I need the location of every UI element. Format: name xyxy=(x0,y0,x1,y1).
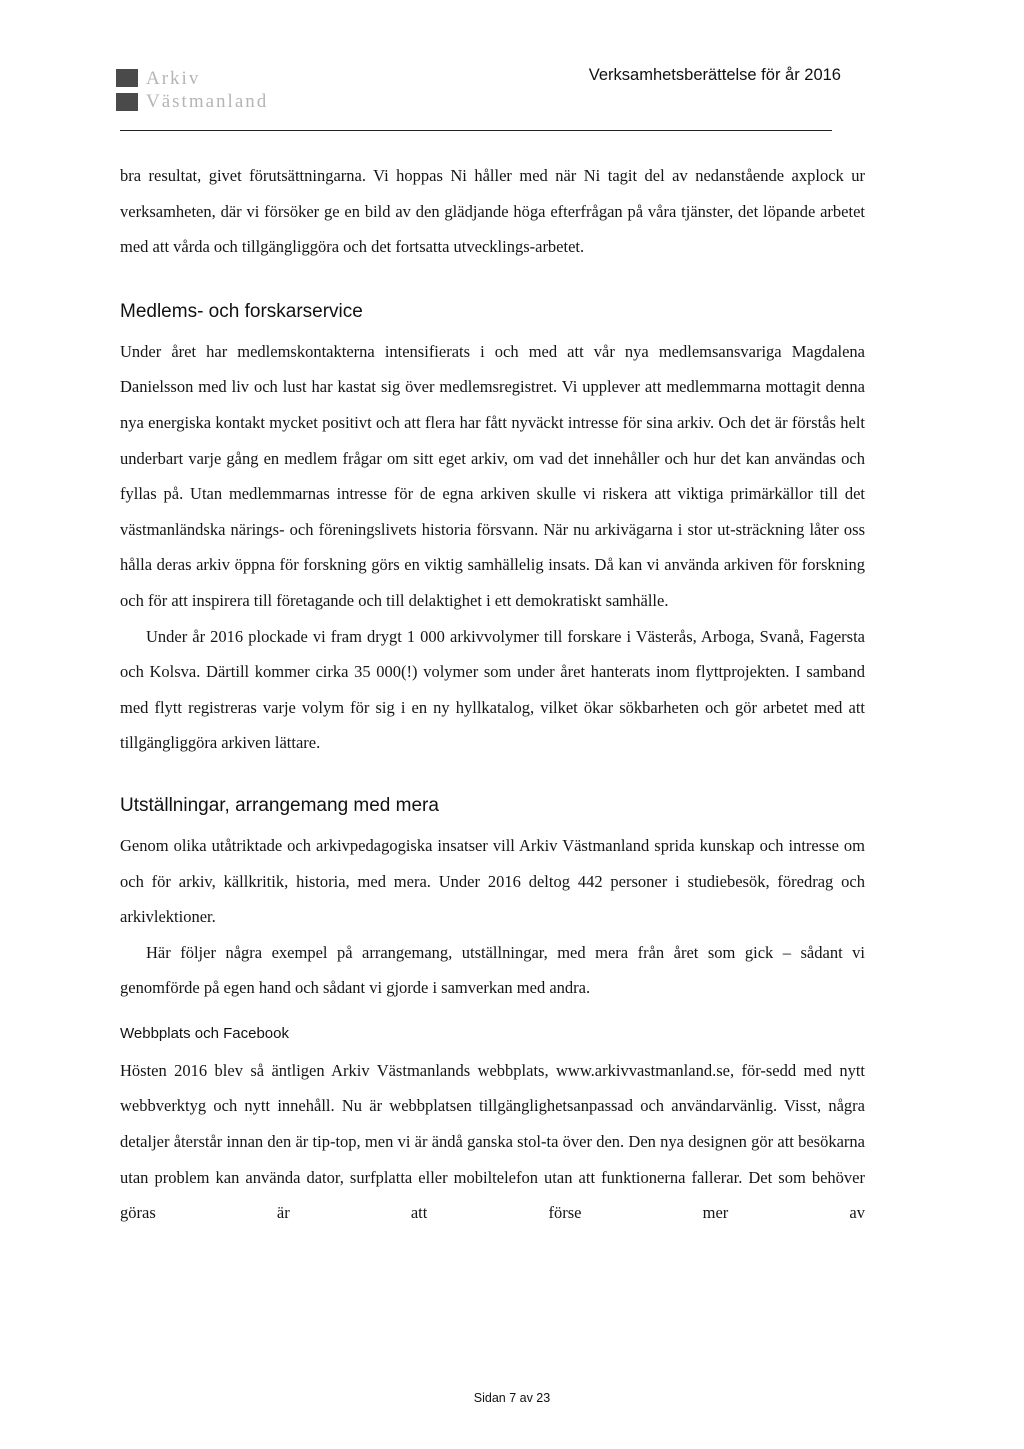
page-body xyxy=(120,158,865,1231)
logo-text-line2: Västmanland xyxy=(146,91,269,112)
header-divider xyxy=(120,130,832,131)
paragraph-medlems-2: Under år 2016 plockade vi fram drygt 1 000 arkivvolymer till forskare i Västerås, Arboga, Svanå, Fagersta och Kolsva. Därtill kommer cirka 35 000(!) volymer som under året hanterats inom flyttprojekten. I samband med flytt registreras varje volym för sig i en ny hyllkatalog, vilket ökar sökbarheten och gör arbetet med att tillgängliggöra arkiven lättare. xyxy=(120,626,865,753)
paragraph-intro: bra resultat, givet förutsättningarna. Vi hoppas Ni håller med när Ni tagit del av nedanstående axplock ur verksamheten, där vi försöker ge en bild av den glädjande höga efterfrågan på våra tjänster, det löpande arbetet med att vårda och tillgängliggöra och det fortsatta utvecklings-arbetet. xyxy=(120,166,865,257)
paragraph-utstallningar-2: Här följer några exempel på arrangemang, utställningar, med mera från året som gick – sådant vi genomförde på egen hand och sådant vi gjorde i samverkan med andra. xyxy=(120,942,865,998)
paragraph-utstallningar-1: Genom olika utåtriktade och arkivpedagogiska insatser vill Arkiv Västmanland sprida kunskap och intresse om och för arkiv, källkritik, historia, med mera. Under 2016 deltog 442 personer i studiebesök, föredrag och arkivlektioner. xyxy=(120,835,865,927)
logo-emblem-icon xyxy=(116,69,138,87)
organization-logo xyxy=(116,66,316,116)
subsection-heading-webb: Webbplats och Facebook xyxy=(120,1024,289,1042)
paragraph-webb: Hösten 2016 blev så äntligen Arkiv Västmanlands webbplats, www.arkivvastmanland.se, för-sedd med nytt webbverktyg och nytt innehåll. Nu är webbplatsen tillgänglighetsanpassad och användarvänlig. Visst, några detaljer återstår innan den är tip-top, men vi är ändå ganska stol-ta över den. Den nya designen gör att besökarna utan problem kan använda dator, surfplatta eller mobiltelefon utan att funktionerna fallerar. Det som behöver göras är att förse mer av xyxy=(120,1060,865,1223)
logo-text-line1: Arkiv xyxy=(146,68,201,89)
section-heading-medlems: Medlems- och forskarservice xyxy=(120,300,363,322)
paragraph-medlems-1: Under året har medlemskontakterna intensifierats i och med att vår nya medlemsansvariga Magdalena Danielsson med liv och lust har kastat sig över medlemsregistret. Vi upplever att medlemmarna mottagit denna nya energiska kontakt mycket positivt och att flera har fått nyväckt intresse för sina arkiv. Och det är förstås helt underbart varje gång en medlem frågar om sitt eget arkiv, om vad det innehåller och hur det kan användas och fyllas på. Utan medlemmarnas intresse för de egna arkiven skulle vi riskera att viktiga primärkällor till det västmanländska närings- och föreningslivets historia försvann. När nu arkivägarna i stor ut-sträckning låter oss hålla deras arkiv öppna för forskning görs en viktig samhällelig insats. Då kan vi använda arkiven för forskning och för att inspirera till företagande och till delaktighet i ett demokratiskt samhälle. xyxy=(120,341,865,610)
document-title: Verksamhetsberättelse för år 2016 xyxy=(588,66,841,84)
page-number: Sidan 7 av 23 xyxy=(473,1391,551,1405)
section-heading-utstallningar: Utställningar, arrangemang med mera xyxy=(120,794,439,816)
logo-emblem-icon xyxy=(116,93,138,111)
